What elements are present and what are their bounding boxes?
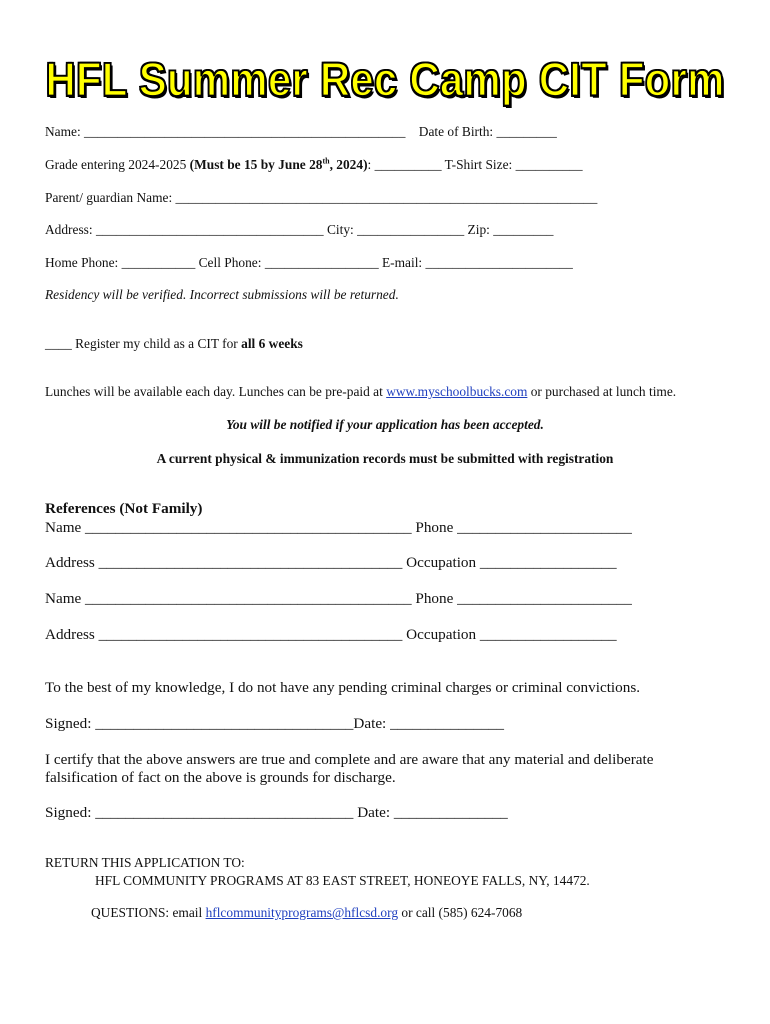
questions-contact: QUESTIONS: email hflcommunityprograms@hflcsd.org or call (585) 624-7068 xyxy=(91,905,523,920)
reference-1-name-phone[interactable]: Name ___________________________________________ Phone _______________________ xyxy=(45,519,632,536)
myschoolbucks-link[interactable]: www.myschoolbucks.com xyxy=(386,384,528,399)
student-name-row xyxy=(45,124,557,140)
date-of-birth-field[interactable]: Date of Birth: _________ xyxy=(418,124,557,139)
signature-2-field[interactable]: Signed: __________________________________ Date: _______________ xyxy=(45,804,508,821)
register-weeks: all 6 weeks xyxy=(241,336,303,351)
parent-guardian-field[interactable]: Parent/ guardian Name: _______________________________________________________________ xyxy=(45,190,598,205)
phone-email-field[interactable]: Home Phone: ___________ Cell Phone: _________________ E-mail: ______________________ xyxy=(45,255,573,270)
grade-label: Grade entering 2024-2025 xyxy=(45,157,190,172)
register-cit-row[interactable] xyxy=(45,336,303,352)
criminal-statement: To the best of my knowledge, I do not have any pending criminal charges or criminal convictions. xyxy=(45,679,641,696)
return-heading: RETURN THIS APPLICATION TO: xyxy=(45,855,245,870)
reference-2-name-phone[interactable]: Name ___________________________________________ Phone _______________________ xyxy=(45,590,632,607)
grade-requirement: (Must be 15 by June 28th, 2024) xyxy=(189,156,368,172)
grade-row[interactable] xyxy=(45,157,583,173)
lunch-info: Lunches will be available each day. Lunches can be pre-paid at www.myschoolbucks.com or purchased at lunch time. xyxy=(45,384,677,399)
physical-requirement: A current physical & immunization records must be submitted with registration xyxy=(156,451,614,466)
return-address: HFL COMMUNITY PROGRAMS AT 83 EAST STREET, HONEOYE FALLS, NY, 14472. xyxy=(95,873,590,888)
residency-note: Residency will be verified. Incorrect submissions will be returned. xyxy=(45,287,399,302)
address-city-zip-field[interactable]: Address: __________________________________ City: ________________ Zip: _________ xyxy=(45,222,554,237)
notification-note: You will be notified if your application has been accepted. xyxy=(226,417,544,432)
contact-email-link[interactable]: hflcommunityprograms@hflcsd.org xyxy=(205,905,399,920)
grade-tshirt-fields[interactable]: : __________ T-Shirt Size: __________ xyxy=(367,157,583,172)
certification-line-1: I certify that the above answers are true and complete and are aware that any material and deliberate xyxy=(45,751,654,768)
form-title: HFL Summer Rec Camp CIT Form xyxy=(45,53,725,106)
reference-2-address-occupation[interactable]: Address ________________________________________ Occupation __________________ xyxy=(45,626,617,643)
reference-1-address-occupation[interactable]: Address ________________________________________ Occupation __________________ xyxy=(45,554,617,571)
certification-line-2: falsification of fact on the above is grounds for discharge. xyxy=(45,769,396,786)
references-heading: References (Not Family) xyxy=(45,500,203,517)
student-name-field[interactable]: Name: ________________________________________________ xyxy=(45,124,406,139)
signature-1-field[interactable]: Signed: __________________________________Date: _______________ xyxy=(45,715,504,732)
register-label: ____ Register my child as a CIT for xyxy=(45,336,242,351)
